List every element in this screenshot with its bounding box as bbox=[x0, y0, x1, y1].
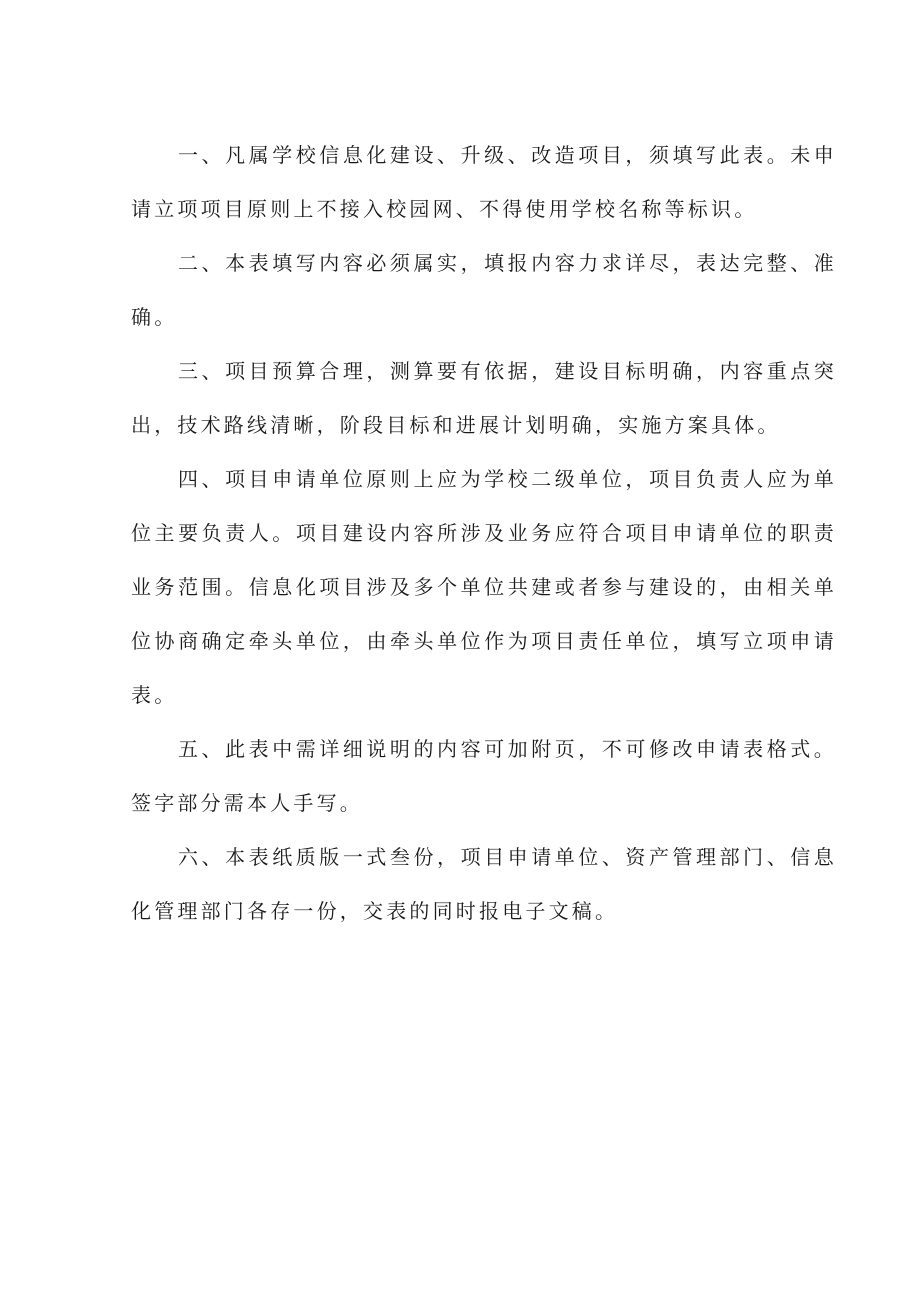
instructions-body bbox=[131, 128, 837, 938]
instruction-paragraph-6: 六、本表纸质版一式叁份，项目申请单位、资产管理部门、信息化管理部门各存一份，交表的同时报电子文稿。 bbox=[131, 845, 837, 923]
instruction-paragraph-3: 三、项目预算合理，测算要有依据，建设目标明确，内容重点突出，技术路线清晰，阶段目标和进展计划明确，实施方案具体。 bbox=[131, 359, 837, 437]
instruction-paragraph-5: 五、此表中需详细说明的内容可加附页，不可修改申请表格式。签字部分需本人手写。 bbox=[131, 737, 837, 815]
instruction-paragraph-4: 四、项目申请单位原则上应为学校二级单位，项目负责人应为单位主要负责人。项目建设内容所涉及业务应符合项目申请单位的职责业务范围。信息化项目涉及多个单位共建或者参与建设的，由相关单位协商确定牵头单位，由牵头单位作为项目责任单位，填写立项申请表。 bbox=[131, 467, 837, 707]
instruction-paragraph-2: 二、本表填写内容必须属实，填报内容力求详尽，表达完整、准确。 bbox=[131, 251, 837, 329]
instruction-paragraph-1: 一、凡属学校信息化建设、升级、改造项目，须填写此表。未申请立项项目原则上不接入校园网、不得使用学校名称等标识。 bbox=[131, 143, 837, 221]
